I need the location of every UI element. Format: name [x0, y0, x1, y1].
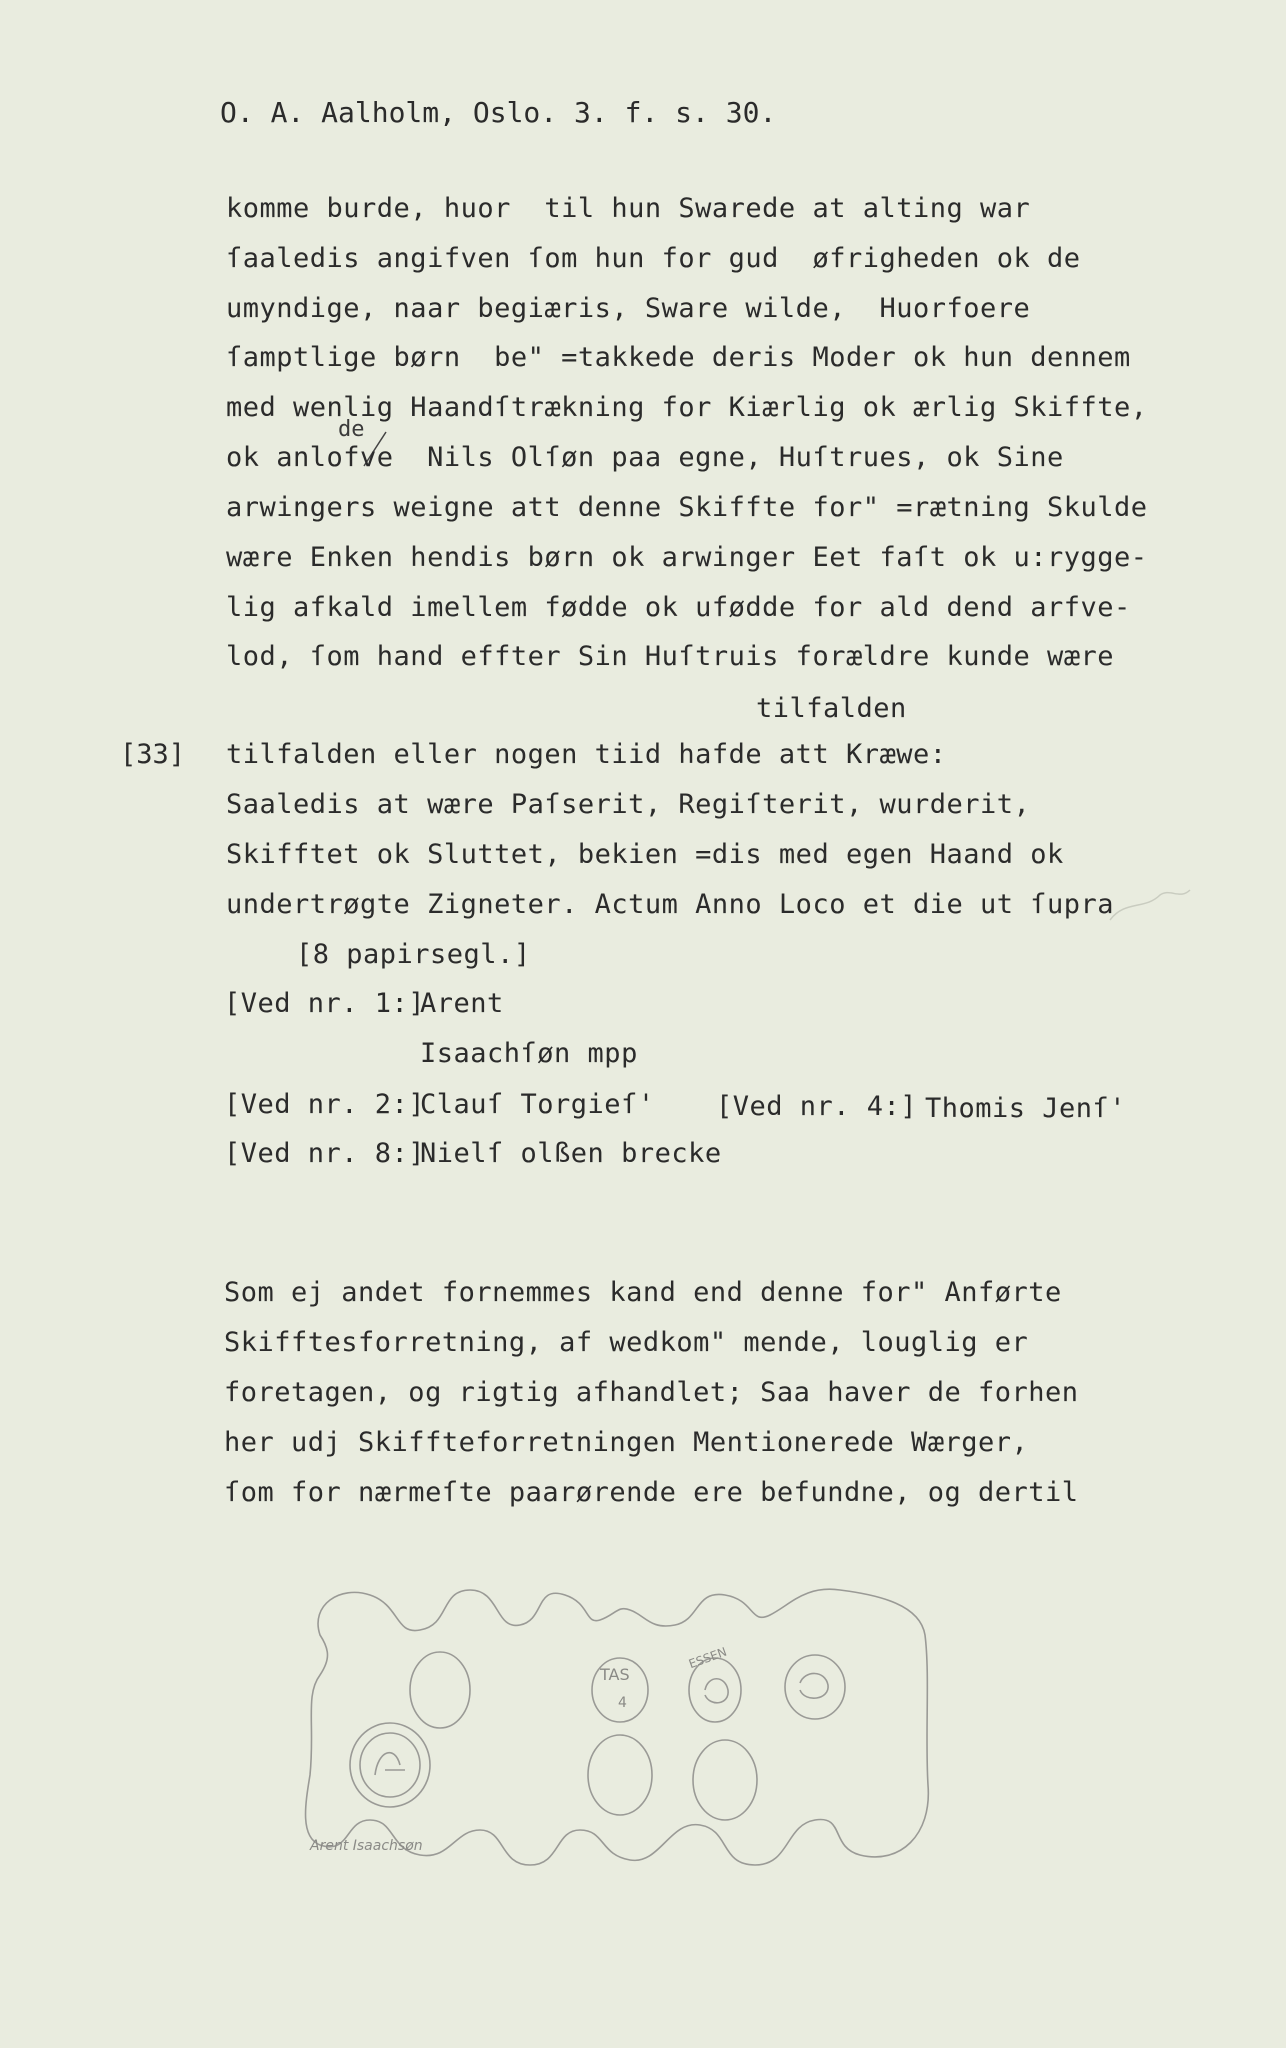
signature-caption: Arent Isaachsøn [310, 1838, 423, 1854]
text-line: lig afkald imellem fødde ok ufødde for ald dend arfve- [226, 592, 1131, 623]
text-line: undertrøgte Zigneter. Actum Anno Loco et die ut ſupra [226, 889, 1115, 920]
text-line: Skifftesforretning, af wedkom" mende, louglig er [224, 1327, 1029, 1358]
signature-name: Isaachſøn mpp [420, 1038, 638, 1069]
signature-label: [Ved nr. 8:] [224, 1138, 426, 1169]
text-line: wære Enken hendis børn ok arwinger Eet faſt ok u:rygge- [226, 542, 1148, 573]
interlinear-insertion: de [338, 417, 365, 442]
signature-name: Thomis Jenſ' [925, 1093, 1127, 1124]
seal-label: ESSEN [686, 1644, 729, 1672]
text-line: ok anlofve Nils Olſøn paa egne, Huſtrues, ok Sine [226, 442, 1064, 473]
text-line: ſaaledis angifven ſom hun for gud øfrigheden ok de [226, 243, 1081, 274]
text-line: ſom for nærmeſte paarørende ere befundne, og dertil [224, 1477, 1079, 1508]
pencil-scribble-icon [1105, 880, 1195, 940]
text-line: umyndige, naar begiæris, Sware wilde, Huorfoere [226, 293, 1031, 324]
seal-label: TAS [600, 1665, 630, 1684]
sketch-outline [306, 1589, 929, 1865]
text-line: Skifftet ok Sluttet, bekien =dis med egen Haand ok [226, 839, 1064, 870]
signature-name: Arent [420, 988, 504, 1019]
catchword: tilfalden [756, 693, 907, 724]
text-line: Som ej andet fornemmes kand end denne for" Anførte [224, 1277, 1062, 1308]
text-line: her udj Skiffteforretningen Mentionerede Wærger, [224, 1427, 1029, 1458]
text-line: med wenlig Haandſtrækning for Kiærlig ok ærlig Skiffte, [226, 392, 1148, 423]
seal-label: 4 [618, 1695, 627, 1711]
signature-name: Nielſ olßen brecke [420, 1138, 722, 1169]
signature-label: [Ved nr. 2:] [224, 1089, 426, 1120]
text-line: ſamptlige børn be" =takkede deris Moder ok hun dennem [226, 342, 1131, 373]
signature-name: Clauſ Torgieſ' [420, 1089, 655, 1120]
page-header: O. A. Aalholm, Oslo. 3. f. s. 30. [220, 96, 777, 129]
text-line: arwingers weigne att denne Skiffte for" =rætning Skulde [226, 492, 1148, 523]
text-line: foretagen, og rigtig afhandlet; Saa haver de forhen [224, 1377, 1079, 1408]
signature-label: [Ved nr. 1:] [224, 988, 426, 1019]
text-line: lod, ſom hand effter Sin Huſtruis forældre kunde wære [226, 641, 1115, 672]
seal-note: [8 papirsegl.] [296, 939, 531, 970]
seal-sketch [300, 1575, 940, 1875]
margin-page-number: [33] [120, 739, 186, 770]
text-line: Saaledis at wære Paſserit, Regiſterit, wurderit, [226, 789, 1031, 820]
signature-label: [Ved nr. 4:] [716, 1091, 918, 1122]
text-line: komme burde, huor til hun Swarede at alting war [226, 193, 1031, 224]
text-line: tilfalden eller nogen tiid hafde att Kræwe: [226, 739, 947, 770]
